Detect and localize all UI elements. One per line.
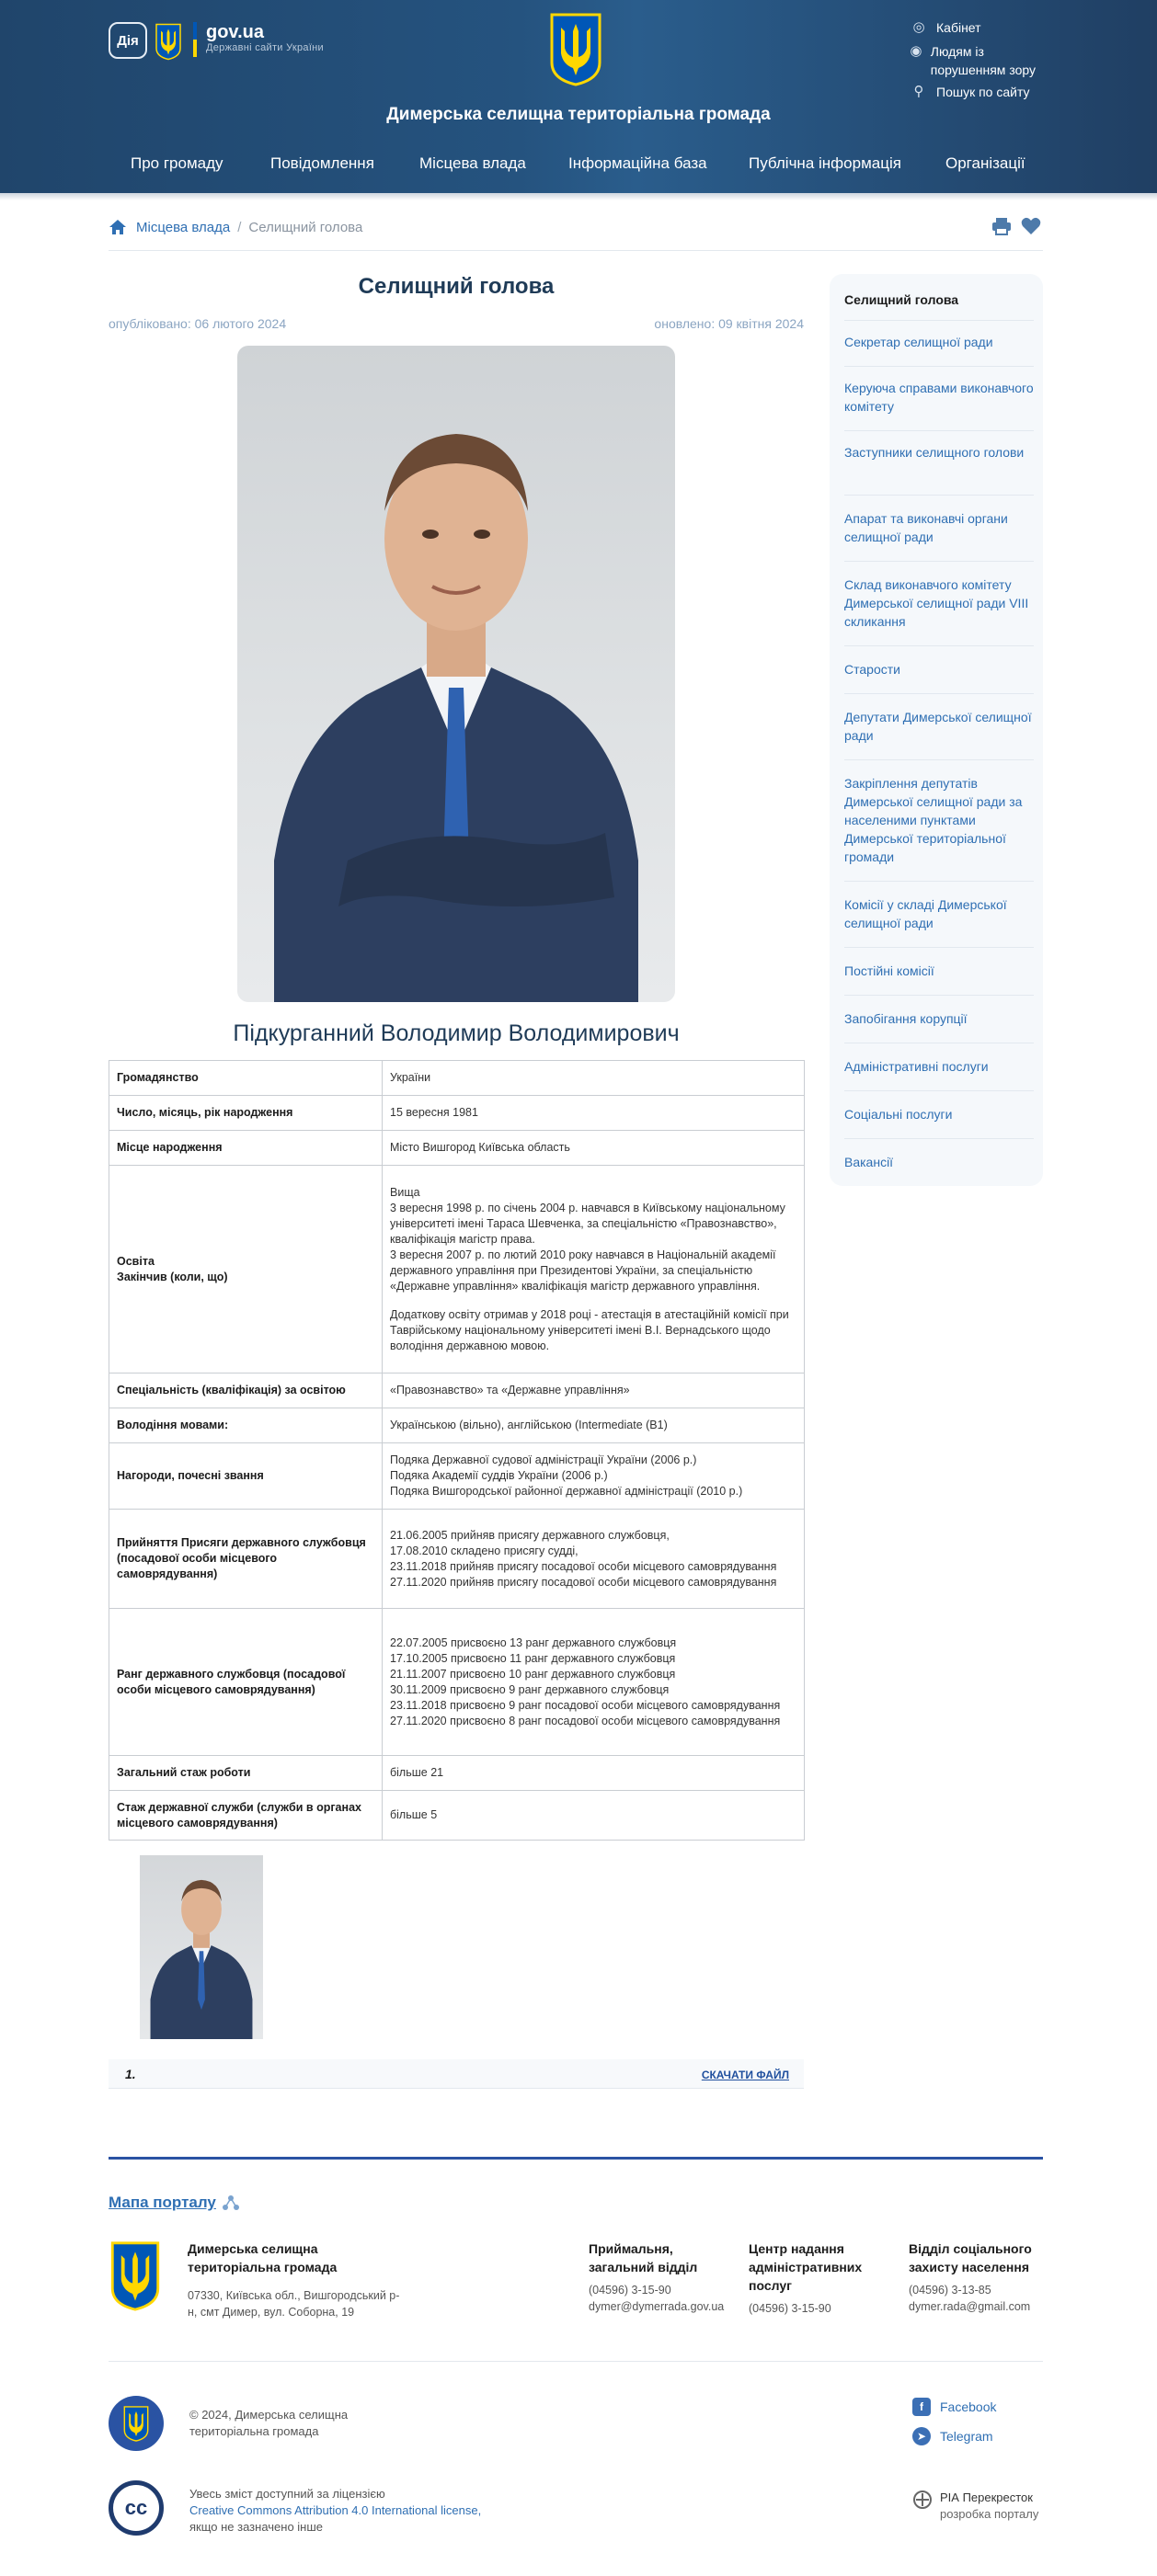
footer-top-bar	[109, 2157, 1043, 2160]
table-key: Громадянство	[109, 1061, 383, 1096]
footer-address: 07330, Київська обл., Вишгородський р-н, смт Димер, вул. Соборна, 19	[188, 2289, 400, 2319]
biography-table	[109, 1060, 805, 1841]
table-value: Місто Вишгород Київська область	[383, 1131, 805, 1166]
table-value: 22.07.2005 присвоєно 13 ранг державного службовця 17.10.2005 присвоєно 11 ранг державного службовця 21.11.2007 присвоєно 10 ранг державного службовця 30.11.2009 присвоєно 9 ранг державного службовця 23.11.2018 присвоєно 9 ранг посадової особи місцевого самоврядування 27.11.2020 присвоєно 8 ранг посадової особи місцевого самоврядування	[383, 1609, 805, 1756]
ua-flag-icon	[193, 22, 197, 57]
footer-reception-title: Приймальня, загальний відділ	[589, 2241, 698, 2274]
table-row	[109, 1373, 805, 1408]
facebook-icon: f	[912, 2398, 931, 2416]
breadcrumb	[109, 219, 362, 235]
govua-logo[interactable]: gov.ua	[206, 22, 264, 42]
nav-item-news[interactable]: Повідомлення	[270, 154, 374, 172]
updated-date: оновлено: 09 квітня 2024	[654, 316, 804, 331]
license-suffix: якщо не зазначено інше	[189, 2520, 324, 2534]
footer-emblem-icon	[109, 2396, 164, 2451]
cabinet-link[interactable]	[909, 18, 981, 37]
search-icon: ⚲	[913, 84, 924, 99]
table-row	[109, 1131, 805, 1166]
table-row	[109, 1096, 805, 1131]
table-value: 15 вересня 1981	[383, 1096, 805, 1131]
sidebar-item-anticorruption[interactable]: Запобігання корупції	[844, 1011, 968, 1026]
footer-social-protection-title: Відділ соціального захисту населення	[909, 2241, 1032, 2274]
accessibility-link[interactable]	[909, 42, 1047, 79]
breadcrumb-parent[interactable]: Місцева влада	[136, 219, 231, 235]
table-value: «Правознавство» та «Державне управління»	[383, 1373, 805, 1408]
govua-subtitle: Державні сайти України	[206, 42, 324, 53]
sidebar-item-executive-committee[interactable]: Склад виконавчого комітету Димерської селищної ради VIII скликання	[844, 577, 1029, 629]
portrait-photo[interactable]	[237, 346, 675, 1002]
sidebar-item-vacancies[interactable]: Вакансії	[844, 1155, 894, 1169]
sidebar-divider	[844, 995, 1034, 996]
site-title[interactable]: Димерська селищна територіальна громада	[386, 105, 771, 124]
table-value: більше 5	[383, 1791, 805, 1841]
telegram-link[interactable]	[912, 2427, 993, 2445]
site-search-label: Пошук по сайту	[936, 85, 1030, 99]
file-number: 1.	[125, 2067, 136, 2081]
table-row	[109, 1166, 805, 1373]
table-key: Загальний стаж роботи	[109, 1756, 383, 1791]
published-date: опубліковано: 06 лютого 2024	[109, 316, 287, 331]
table-row	[109, 1061, 805, 1096]
table-row	[109, 1443, 805, 1510]
footer-social-protection-phone[interactable]: (04596) 3-13-85	[909, 2284, 991, 2297]
footer-org-name: Димерська селищна територіальна громада	[188, 2241, 338, 2274]
heart-icon[interactable]	[1021, 217, 1041, 235]
sidebar-divider	[844, 645, 1034, 646]
sidebar-divider	[844, 947, 1034, 948]
person-name: Підкурганний Володимир Володимирович	[233, 1020, 680, 1046]
coat-of-arms-icon[interactable]	[548, 11, 603, 86]
portal-map-link[interactable]	[109, 2194, 240, 2212]
sidebar-item-admin-services[interactable]: Адміністративні послуги	[844, 1059, 989, 1074]
facebook-label: Facebook	[940, 2399, 997, 2414]
license-text	[189, 2486, 481, 2536]
facebook-link[interactable]	[912, 2398, 996, 2416]
sidebar-divider	[844, 759, 1034, 760]
attachment-thumbnail[interactable]	[140, 1855, 263, 2039]
breadcrumb-current: Селищний голова	[248, 219, 363, 235]
sidebar-divider	[844, 693, 1034, 694]
footer-coat-of-arms-icon	[109, 2240, 162, 2311]
additional-education-text: Додаткову освіту отримав у 2018 році - атестація в атестаційній комісії при Таврійському національному університеті імені В.І. Вернадського щодо володіння державною мовою.	[390, 1307, 789, 1352]
user-icon: ◎	[912, 19, 925, 35]
developer-subtitle: розробка порталу	[940, 2507, 1039, 2521]
table-key: Стаж державної служби (служби в органах місцевого самоврядування)	[109, 1791, 383, 1841]
sidebar-divider	[844, 1138, 1034, 1139]
creative-commons-icon[interactable]: cc	[109, 2480, 164, 2536]
table-row	[109, 1791, 805, 1841]
table-value: Українською (вільно), англійською (Intermediate (B1)	[383, 1408, 805, 1443]
page-title: Селищний голова	[358, 274, 555, 299]
diia-logo[interactable]: Дія	[109, 22, 147, 59]
sidebar-item-executive-manager[interactable]: Керуюча справами виконавчого комітету	[844, 381, 1034, 414]
sidebar-divider	[844, 1090, 1034, 1091]
license-link[interactable]: Creative Commons Attribution 4.0 International license,	[189, 2503, 482, 2517]
sidebar-item-secretary[interactable]: Секретар селищної ради	[844, 335, 993, 349]
footer-admin-center-title: Центр надання адміністративних послуг	[749, 2241, 863, 2293]
footer-social-protection	[909, 2240, 1047, 2315]
accessibility-label: Людям із порушенням зору	[930, 44, 1036, 77]
footer-admin-center	[749, 2240, 887, 2317]
site-header	[0, 0, 1157, 193]
footer-reception-phone[interactable]: (04596) 3-15-90	[589, 2284, 671, 2297]
table-key: Ранг державного службовця (посадової особи місцевого самоврядування)	[109, 1609, 383, 1756]
sidebar-item-council-deputies[interactable]: Депутати Димерської селищної ради	[844, 710, 1032, 743]
sidebar-item-deputies-assignment[interactable]: Закріплення депутатів Димерської селищної ради за населеними пунктами Димерської територіальної громади	[844, 776, 1023, 864]
main-nav	[0, 154, 1157, 182]
cabinet-label: Кабінет	[936, 20, 981, 35]
footer-reception-email[interactable]: dymer@dymerrada.gov.ua	[589, 2300, 725, 2313]
table-key: Нагороди, почесні звання	[109, 1443, 383, 1510]
site-search-link[interactable]	[909, 83, 1030, 101]
sidebar-divider	[844, 320, 1034, 321]
table-value	[383, 1166, 805, 1373]
telegram-icon: ➤	[912, 2427, 931, 2445]
developer-name: РІА Перекресток	[940, 2491, 1033, 2504]
sidebar-divider	[844, 881, 1034, 882]
portal-map-label: Мапа порталу	[109, 2194, 216, 2211]
developer-link[interactable]	[912, 2490, 1038, 2523]
home-icon[interactable]	[109, 219, 127, 235]
download-file-link[interactable]: СКАЧАТИ ФАЙЛ	[701, 2069, 789, 2081]
sidebar-item-mayor[interactable]: Селищний голова	[844, 292, 959, 307]
table-value: Подяка Державної судової адміністрації України (2006 р.) Подяка Академії суддів України (2006 р.) Подяка Вишгородської районної державної адміністрації (2010 р.)	[383, 1443, 805, 1510]
sidebar-item-council-commissions[interactable]: Комісії у складі Димерської селищної ради	[844, 897, 1007, 930]
page-tools	[991, 217, 1041, 235]
nav-item-public-info[interactable]: Публічна інформація	[749, 154, 901, 172]
table-row	[109, 1609, 805, 1756]
print-icon[interactable]	[991, 217, 1012, 235]
breadcrumb-separator: /	[237, 219, 242, 235]
nav-item-about[interactable]: Про громаду	[131, 154, 223, 172]
nav-item-local-government[interactable]: Місцева влада	[419, 154, 526, 172]
sidebar-divider	[844, 430, 1034, 431]
table-key: Місце народження	[109, 1131, 383, 1166]
table-key: Володіння мовами:	[109, 1408, 383, 1443]
license-prefix: Увесь зміст доступний за ліцензією	[189, 2487, 385, 2501]
header-shadow	[0, 193, 1157, 200]
nav-item-organizations[interactable]: Організації	[945, 154, 1025, 172]
footer-social-protection-email[interactable]: dymer.rada@gmail.com	[909, 2300, 1031, 2313]
table-key: Спеціальність (кваліфікація) за освітою	[109, 1373, 383, 1408]
sidebar-item-standing-commissions[interactable]: Постійні комісії	[844, 963, 934, 978]
table-row	[109, 1408, 805, 1443]
sidebar	[830, 274, 1043, 1186]
footer-divider	[109, 2361, 1043, 2362]
sidebar-item-deputies-head[interactable]: Заступники селищного голови	[844, 445, 1025, 460]
copyright-text: © 2024, Димерська селищна територіальна громада	[189, 2408, 349, 2438]
table-key: Освіта Закінчив (коли, що)	[109, 1166, 383, 1373]
footer-admin-center-phone[interactable]: (04596) 3-15-90	[749, 2302, 831, 2315]
sitemap-icon	[222, 2194, 240, 2211]
footer-reception	[589, 2240, 736, 2315]
table-row	[109, 1510, 805, 1609]
sidebar-divider	[844, 561, 1034, 562]
small-trident-icon	[155, 20, 182, 63]
table-value: України	[383, 1061, 805, 1096]
table-key: Число, місяць, рік народження	[109, 1096, 383, 1131]
sidebar-item-apparatus[interactable]: Апарат та виконавчі органи селищної ради	[844, 511, 1008, 544]
table-value: більше 21	[383, 1756, 805, 1791]
sidebar-divider	[844, 495, 1034, 496]
developer-logo-icon	[912, 2490, 933, 2510]
sidebar-divider	[844, 366, 1034, 367]
sidebar-item-social-services[interactable]: Соціальні послуги	[844, 1107, 953, 1122]
breadcrumb-divider	[109, 250, 1043, 251]
table-value: 21.06.2005 прийняв присягу державного службовця, 17.08.2010 складено присягу судді, 23.11.2018 прийняв присягу посадової особи місцевого самоврядування 27.11.2020 прийняв присягу посадової особи місцевого самоврядування	[383, 1510, 805, 1609]
eye-icon: ◉	[910, 43, 922, 59]
sidebar-item-elders[interactable]: Старости	[844, 662, 900, 677]
file-attachment-row	[109, 2059, 804, 2089]
telegram-label: Telegram	[940, 2429, 993, 2444]
table-row	[109, 1756, 805, 1791]
education-text: Вища 3 вересня 1998 р. по січень 2004 р. навчався в Київському національному університеті імені Тараса Шевченка, за спеціальністю «Правознавство», кваліфікація магістр права. 3 вересня 2007 р. по лютий 2010 року навчався в Національній академії державного управління при Президентові України, за спеціальністю «Державне управління» кваліфікація магістр державного управління.	[390, 1185, 785, 1293]
nav-item-info-base[interactable]: Інформаційна база	[568, 154, 707, 172]
table-key: Прийняття Присяги державного службовця (посадової особи місцевого самоврядування)	[109, 1510, 383, 1609]
